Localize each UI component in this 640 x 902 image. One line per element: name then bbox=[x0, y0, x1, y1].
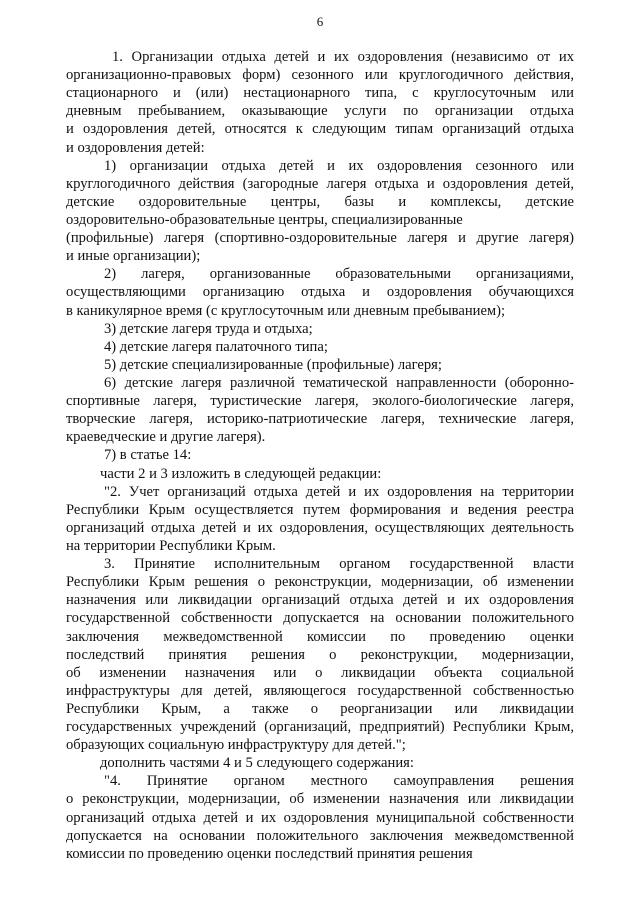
line-text: части 2 и 3 изложить в следующей редакции: bbox=[100, 465, 382, 482]
line-text: и иные организации); bbox=[66, 248, 201, 265]
line-text: 7) в статье 14: bbox=[104, 447, 192, 464]
line-text: заключения межведомственной комиссии по проведению оценки bbox=[66, 628, 574, 645]
text-line bbox=[0, 84, 640, 102]
text-line bbox=[0, 211, 640, 229]
line-text: организационно-правовых форм) сезонного или круглогодичного действия, bbox=[66, 67, 575, 84]
line-text: "2. Учет организаций отдыха детей и их оздоровления на территории bbox=[104, 483, 575, 500]
text-line bbox=[0, 302, 640, 320]
text-line bbox=[0, 139, 640, 157]
line-text: Республики Крым решения о реконструкции, модернизации, об изменении bbox=[66, 574, 574, 591]
text-line bbox=[0, 790, 640, 808]
text-line bbox=[0, 736, 640, 754]
line-text: организаций отдыха детей и их оздоровления муниципальной собственности bbox=[66, 809, 575, 826]
line-text: Республики Крым осуществляется путем формирования и ведения реестра bbox=[66, 501, 575, 518]
line-text: творческие лагеря, историко-патриотические лагеря, технические лагеря, bbox=[66, 411, 574, 428]
line-text: стационарного и (или) нестационарного типа, с круглосуточным или bbox=[66, 85, 574, 102]
line-text: инфраструктуры для детей, являющегося государственной собственностью bbox=[66, 682, 574, 699]
line-text: и оздоровления детей, относятся к следующим типам организаций отдыха bbox=[66, 121, 575, 138]
line-text: о реконструкции, модернизации, об изменении назначения или ликвидации bbox=[66, 791, 574, 808]
line-text: последствий принятия решения о реконструкции, модернизации, bbox=[66, 646, 574, 663]
line-text: дневным пребыванием, оказывающие услуги по организации отдыха bbox=[66, 103, 575, 120]
text-line bbox=[0, 700, 640, 718]
text-line bbox=[0, 410, 640, 428]
text-line bbox=[0, 501, 640, 519]
text-line bbox=[0, 374, 640, 392]
text-line bbox=[0, 483, 640, 501]
line-text: 4) детские лагеря палаточного типа; bbox=[104, 338, 328, 355]
text-line bbox=[0, 48, 640, 66]
line-text: "4. Принятие органом местного самоуправления решения bbox=[104, 773, 575, 790]
text-line bbox=[0, 628, 640, 646]
text-line bbox=[0, 772, 640, 790]
text-line bbox=[0, 320, 640, 338]
line-text: детские оздоровительные центры, базы и комплексы, детские bbox=[66, 193, 574, 210]
text-line bbox=[0, 465, 640, 483]
page-number: 6 bbox=[316, 14, 324, 29]
text-line bbox=[0, 338, 640, 356]
line-text: образующих социальную инфраструктуру для детей."; bbox=[66, 737, 406, 754]
line-text: допускается на основании положительного заключения межведомственной bbox=[66, 827, 574, 844]
line-text: назначения или ликвидации организаций отдыха детей и их оздоровления bbox=[66, 592, 575, 609]
text-line bbox=[0, 845, 640, 863]
line-text: государственных учреждений (организаций, предприятий) Республики Крым, bbox=[66, 719, 575, 736]
text-line bbox=[0, 283, 640, 301]
line-text: организаций отдыха детей и их оздоровления, осуществляющих деятельность bbox=[66, 519, 574, 536]
line-text: краеведческие и другие лагеря). bbox=[66, 429, 266, 446]
text-line bbox=[0, 247, 640, 265]
line-text: 3. Принятие исполнительным органом государственной власти bbox=[104, 556, 574, 573]
line-text: (профильные) лагеря (спортивно-оздоровительные лагеря и другие лагеря) bbox=[66, 230, 575, 247]
line-text: государственной собственности допускается на основании положительного bbox=[66, 610, 574, 627]
line-text: 1) организации отдыха детей и их оздоровления сезонного или bbox=[104, 157, 575, 174]
text-line bbox=[0, 609, 640, 627]
text-line bbox=[0, 646, 640, 664]
line-text: оздоровительно-образовательные центры, специализированные bbox=[66, 211, 463, 228]
line-text: комиссии по проведению оценки последствий принятия решения bbox=[66, 845, 473, 862]
text-line bbox=[0, 120, 640, 138]
text-line bbox=[0, 446, 640, 464]
text-line bbox=[0, 718, 640, 736]
text-line bbox=[0, 428, 640, 446]
text-line bbox=[0, 573, 640, 591]
text-line bbox=[0, 809, 640, 827]
text-line bbox=[0, 229, 640, 247]
line-text: 1. Организации отдыха детей и их оздоровления (независимо от их bbox=[112, 49, 574, 65]
text-line bbox=[0, 664, 640, 682]
text-line bbox=[0, 537, 640, 555]
line-text: 5) детские специализированные (профильные) лагеря; bbox=[104, 356, 442, 373]
line-text: 3) детские лагеря труда и отдыха; bbox=[104, 320, 313, 337]
text-line bbox=[0, 66, 640, 84]
line-text: 2) лагеря, организованные образовательными организациями, bbox=[104, 266, 574, 283]
line-text: Республики Крым, а также о реорганизации или ликвидации bbox=[66, 700, 574, 717]
line-text: 6) детские лагеря различной тематической направленности (оборонно- bbox=[104, 374, 574, 391]
line-text: на территории Республики Крым. bbox=[66, 537, 276, 554]
text-line bbox=[0, 519, 640, 537]
text-line bbox=[0, 555, 640, 573]
line-text: круглогодичного действия (загородные лагеря отдыха и оздоровления детей, bbox=[66, 175, 575, 192]
text-line bbox=[0, 157, 640, 175]
text-line bbox=[0, 265, 640, 283]
text-line bbox=[0, 682, 640, 700]
line-text: спортивные лагеря, туристические лагеря, эколого-биологические лагеря, bbox=[66, 393, 574, 410]
text-line bbox=[0, 193, 640, 211]
text-line bbox=[0, 356, 640, 374]
line-text: и оздоровления детей: bbox=[66, 139, 205, 156]
text-line bbox=[0, 175, 640, 193]
line-text: осуществляющими организацию отдыха и оздоровления обучающихся bbox=[66, 284, 575, 301]
text-line bbox=[0, 102, 640, 120]
text-line bbox=[0, 754, 640, 772]
line-text: об изменении назначения или о ликвидации объекта социальной bbox=[66, 664, 574, 681]
line-text: дополнить частями 4 и 5 следующего содержания: bbox=[100, 755, 414, 772]
text-line bbox=[0, 827, 640, 845]
text-line bbox=[0, 591, 640, 609]
text-line bbox=[0, 392, 640, 410]
line-text: в каникулярное время (с круглосуточным или дневным пребыванием); bbox=[66, 302, 506, 319]
document-body bbox=[0, 48, 640, 863]
